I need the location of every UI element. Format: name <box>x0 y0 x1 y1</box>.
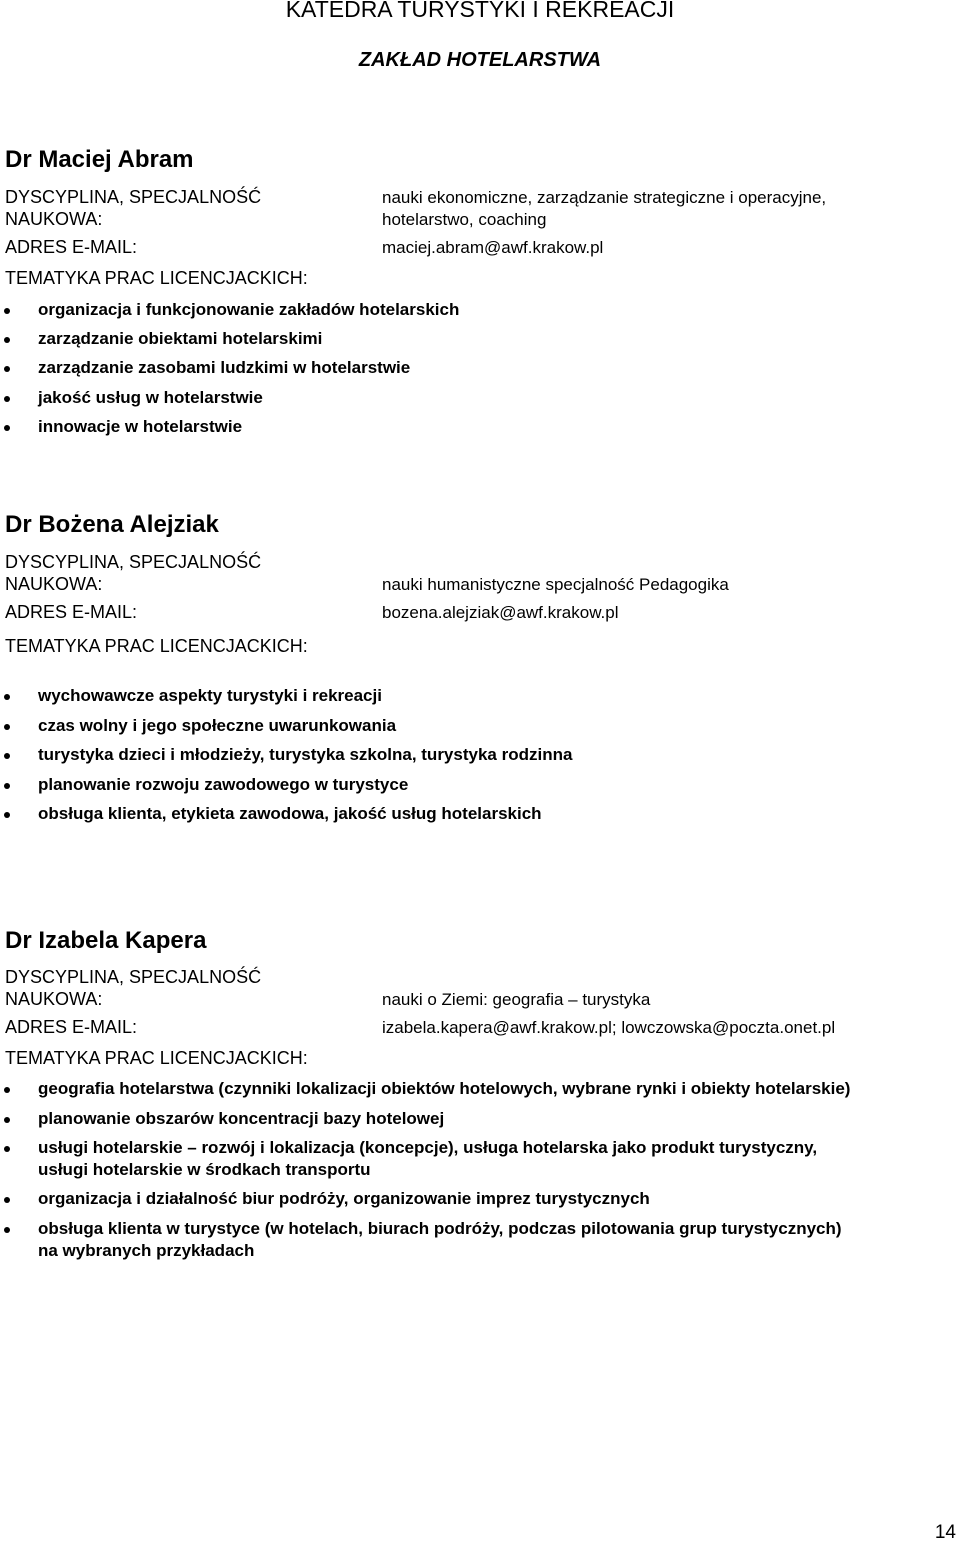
topic-text: geografia hotelarstwa (czynniki lokalizacji obiektów hotelowych, wybrane rynki i obiekty hotelarskie) <box>38 1079 851 1098</box>
discipline-label: DYSCYPLINA, SPECJALNOŚĆ <box>5 552 262 572</box>
bullet-icon <box>4 425 10 431</box>
discipline-value: nauki o Ziemi: geografia – turystyka <box>382 990 651 1009</box>
topic-text: organizacja i działalność biur podróży, organizowanie imprez turystycznych <box>38 1189 650 1208</box>
bullet-icon <box>4 724 10 730</box>
discipline-label-cont: NAUKOWA: <box>5 574 103 594</box>
person-name: Dr Maciej Abram <box>5 146 194 173</box>
person-name: Dr Izabela Kapera <box>5 927 207 954</box>
discipline-label: DYSCYPLINA, SPECJALNOŚĆ <box>5 967 262 987</box>
topic-text: obsługa klienta, etykieta zawodowa, jakość usług hotelarskich <box>38 804 542 823</box>
bullet-icon <box>4 337 10 343</box>
discipline-label: DYSCYPLINA, SPECJALNOŚĆ <box>5 187 262 207</box>
topics-label: TEMATYKA PRAC LICENCJACKICH: <box>5 1048 308 1068</box>
email-label: ADRES E-MAIL: <box>5 1017 138 1037</box>
discipline-label-cont: NAUKOWA: <box>5 989 103 1009</box>
bullet-icon <box>4 694 10 700</box>
bullet-icon <box>4 812 10 818</box>
email-value: bozena.alejziak@awf.krakow.pl <box>382 603 619 622</box>
topic-text: zarządzanie zasobami ludzkimi w hotelarstwie <box>38 358 411 377</box>
bullet-icon <box>4 1197 10 1203</box>
topic-text: wychowawcze aspekty turystyki i rekreacji <box>38 686 382 705</box>
bullet-icon <box>4 1227 10 1233</box>
topics-label: TEMATYKA PRAC LICENCJACKICH: <box>5 636 308 656</box>
bullet-icon <box>4 783 10 789</box>
person-name: Dr Bożena Alejziak <box>5 511 219 538</box>
email-label: ADRES E-MAIL: <box>5 602 138 622</box>
bullet-icon <box>4 1087 10 1093</box>
topic-text: czas wolny i jego społeczne uwarunkowania <box>38 716 397 735</box>
section-subtitle: ZAKŁAD HOTELARSTWA <box>358 49 602 71</box>
bullet-icon <box>4 1146 10 1152</box>
topics-label: TEMATYKA PRAC LICENCJACKICH: <box>5 268 308 288</box>
topic-text: na wybranych przykładach <box>38 1241 255 1260</box>
topic-text: organizacja i funkcjonowanie zakładów hotelarskich <box>38 300 460 319</box>
bullet-icon <box>4 753 10 759</box>
bullet-icon <box>4 396 10 402</box>
page-number: 14 <box>934 1522 956 1543</box>
topic-text: jakość usług w hotelarstwie <box>38 388 263 407</box>
topic-text: usługi hotelarskie w środkach transportu <box>38 1160 371 1179</box>
discipline-label-cont: NAUKOWA: <box>5 209 103 229</box>
topic-text: planowanie obszarów koncentracji bazy hotelowej <box>38 1109 445 1128</box>
discipline-value-cont: hotelarstwo, coaching <box>382 210 547 229</box>
bullet-icon <box>4 1117 10 1123</box>
email-value: maciej.abram@awf.krakow.pl <box>382 238 604 257</box>
topic-text: innowacje w hotelarstwie <box>38 417 243 436</box>
discipline-value: nauki ekonomiczne, zarządzanie strategiczne i operacyjne, <box>382 188 827 207</box>
topic-text: turystyka dzieci i młodzieży, turystyka szkolna, turystyka rodzinna <box>38 745 573 764</box>
department-title: KATEDRA TURYSTYKI I REKREACJI <box>285 0 675 22</box>
topic-text: obsługa klienta w turystyce (w hotelach, biurach podróży, podczas pilotowania grup turystycznych) <box>38 1219 842 1238</box>
discipline-value: nauki humanistyczne specjalność Pedagogika <box>382 575 729 594</box>
bullet-icon <box>4 308 10 314</box>
bullet-icon <box>4 366 10 372</box>
email-label: ADRES E-MAIL: <box>5 237 138 257</box>
topic-text: zarządzanie obiektami hotelarskimi <box>38 329 323 348</box>
topic-text: planowanie rozwoju zawodowego w turystyce <box>38 775 409 794</box>
email-value: izabela.kapera@awf.krakow.pl; lowczowska@poczta.onet.pl <box>382 1018 836 1037</box>
topic-text: usługi hotelarskie – rozwój i lokalizacja (koncepcje), usługa hotelarska jako produkt turystyczny, <box>38 1138 818 1157</box>
